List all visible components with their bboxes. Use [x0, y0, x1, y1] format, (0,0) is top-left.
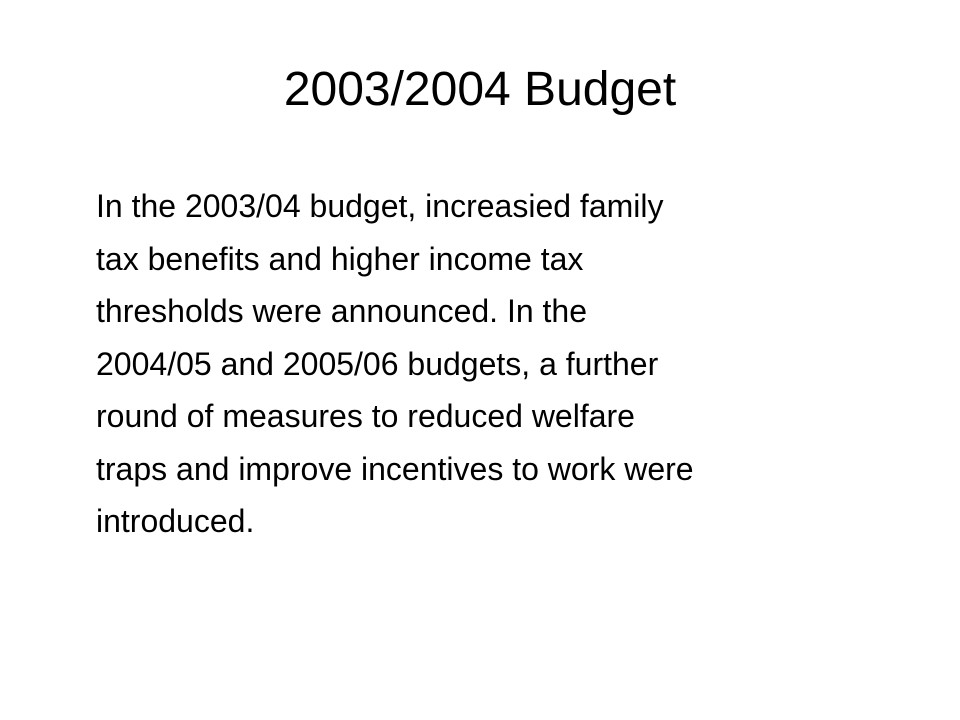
slide-title: 2003/2004 Budget — [283, 63, 677, 116]
body-line: 2004/05 and 2005/06 budgets, a further — [96, 345, 659, 382]
slide-body-text — [96, 180, 896, 548]
body-line: tax benefits and higher income tax — [96, 240, 584, 277]
body-line: round of measures to reduced welfare — [96, 398, 635, 434]
body-line: In the 2003/04 budget, increasied family — [96, 188, 664, 224]
body-line: traps and improve incentives to work were — [96, 450, 694, 487]
body-line: introduced. — [96, 503, 255, 539]
body-line: thresholds were announced. In the — [96, 293, 587, 329]
